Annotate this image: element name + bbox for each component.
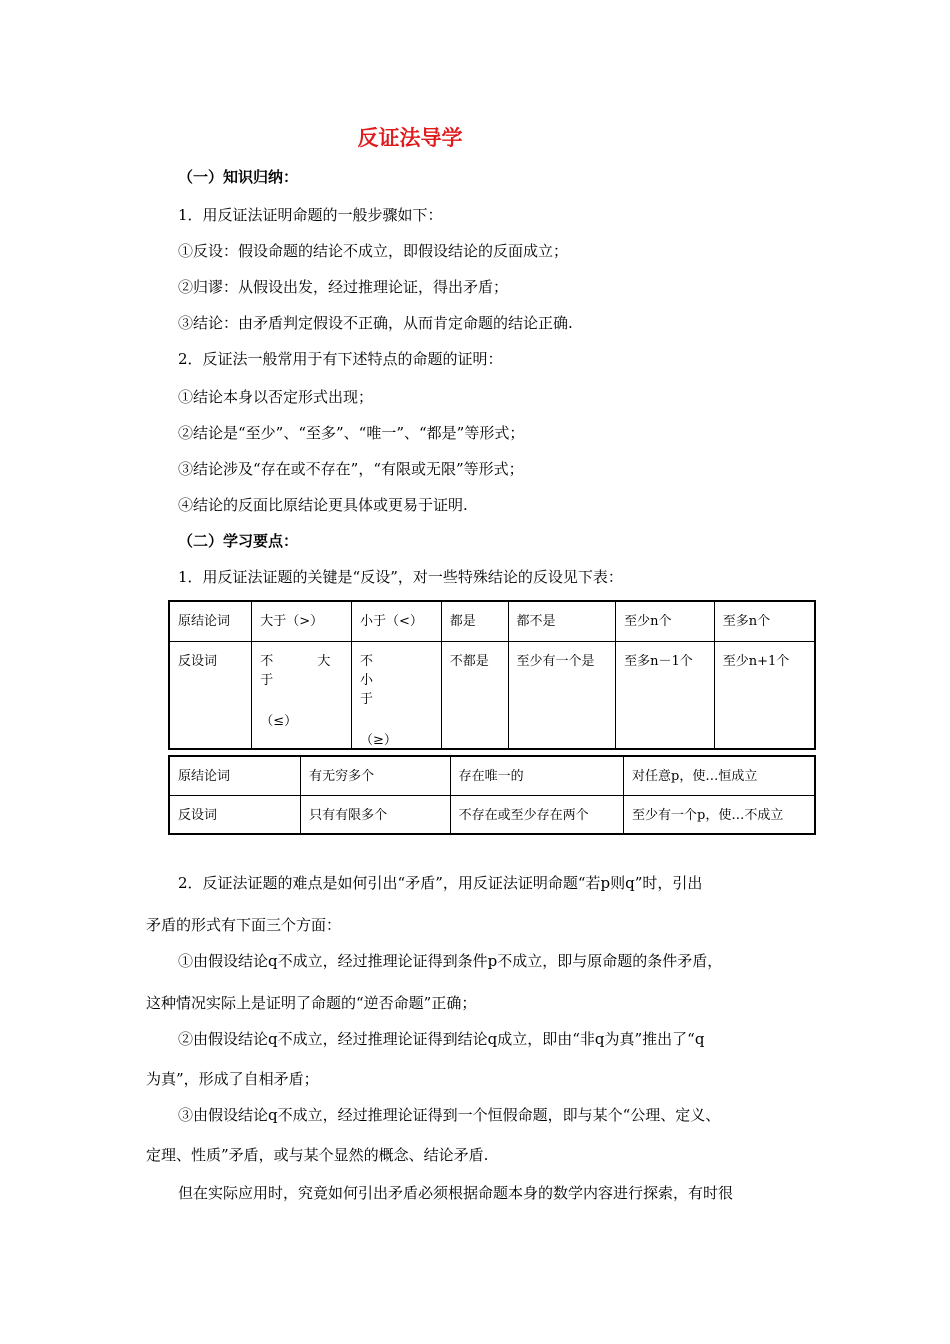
table-cell: 原结论词 bbox=[169, 601, 252, 641]
paragraph-steps-intro: 1．用反证法证明命题的一般步骤如下： bbox=[178, 206, 443, 224]
table-cell: 至少有一个是 bbox=[508, 641, 616, 749]
feature-item-1: ①结论本身以否定形式出现； bbox=[178, 388, 374, 406]
table-cell: 至多n－1个 bbox=[616, 641, 715, 749]
feature-item-2: ②结论是“至少”、“至多”、“唯一”、“都是”等形式； bbox=[178, 424, 525, 442]
method-item-3a: ③由假设结论q不成立，经过推理论证得到一个恒假命题，即与某个“公理、定义、 bbox=[178, 1106, 721, 1124]
cell-text: 不 大 于 bbox=[260, 653, 351, 688]
section-heading-knowledge: （一）知识归纳： bbox=[178, 168, 299, 186]
table-cell bbox=[351, 641, 441, 749]
table-cell: 存在唯一的 bbox=[450, 756, 623, 795]
table-cell: 大于（>） bbox=[252, 601, 352, 641]
table-cell: 只有有限多个 bbox=[301, 795, 451, 834]
table-row bbox=[169, 641, 815, 749]
table-cell: 至多n个 bbox=[714, 601, 815, 641]
paragraph-table-intro: 1．用反证法证题的关键是“反设”，对一些特殊结论的反设见下表： bbox=[178, 568, 623, 586]
cell-text: 不 小 于 bbox=[359, 653, 393, 707]
paragraph-practice: 但在实际应用时，究竟如何引出矛盾必须根据命题本身的数学内容进行探索，有时很 bbox=[178, 1184, 734, 1202]
table-row bbox=[169, 795, 815, 834]
method-item-1b: 这种情况实际上是证明了命题的“逆否命题”正确； bbox=[146, 994, 477, 1012]
negation-table-1 bbox=[168, 600, 816, 750]
table-cell: 对任意p，使…恒成立 bbox=[624, 756, 815, 795]
paragraph-contradiction-1: 2．反证法证题的难点是如何引出“矛盾”，用反证法证明命题“若p则q”时，引出 bbox=[178, 874, 703, 892]
table-cell: 小于（<） bbox=[351, 601, 441, 641]
step-item-1: ①反设：假设命题的结论不成立，即假设结论的反面成立； bbox=[178, 242, 569, 260]
feature-item-3: ③结论涉及“存在或不存在”，“有限或无限”等形式； bbox=[178, 460, 524, 478]
table-cell: 至少有一个p，使…不成立 bbox=[624, 795, 815, 834]
method-item-1a: ①由假设结论q不成立，经过推理论证得到条件p不成立，即与原命题的条件矛盾， bbox=[178, 952, 723, 970]
table-cell: 都不是 bbox=[508, 601, 616, 641]
table-cell bbox=[252, 641, 352, 749]
table-cell: 不存在或至少存在两个 bbox=[450, 795, 623, 834]
table-row bbox=[169, 601, 815, 641]
feature-item-4: ④结论的反面比原结论更具体或更易于证明. bbox=[178, 496, 468, 514]
table-row bbox=[169, 756, 815, 795]
table-cell: 至少n个 bbox=[616, 601, 715, 641]
cell-text: （≥） bbox=[359, 732, 397, 748]
table-cell: 至少n+1个 bbox=[714, 641, 815, 749]
cell-text: （≤） bbox=[260, 713, 298, 729]
table-cell: 原结论词 bbox=[169, 756, 301, 795]
step-item-2: ②归谬：从假设出发，经过推理论证，得出矛盾； bbox=[178, 278, 509, 296]
method-item-3b: 定理、性质”矛盾，或与某个显然的概念、结论矛盾. bbox=[146, 1146, 489, 1164]
negation-table-2 bbox=[168, 755, 816, 835]
paragraph-features-intro: 2．反证法一般常用于有下述特点的命题的证明： bbox=[178, 350, 503, 368]
step-item-3: ③结论：由矛盾判定假设不正确，从而肯定命题的结论正确. bbox=[178, 314, 573, 332]
paragraph-contradiction-2: 矛盾的形式有下面三个方面： bbox=[146, 916, 342, 934]
method-item-2a: ②由假设结论q不成立，经过推理论证得到结论q成立，即由“非q为真”推出了“q bbox=[178, 1030, 705, 1048]
table-cell: 不都是 bbox=[441, 641, 508, 749]
page-title: 反证法导学 bbox=[357, 126, 463, 150]
table-cell: 反设词 bbox=[169, 641, 252, 749]
table-cell: 反设词 bbox=[169, 795, 301, 834]
table-cell: 有无穷多个 bbox=[301, 756, 451, 795]
method-item-2b: 为真”，形成了自相矛盾； bbox=[146, 1070, 319, 1088]
section-heading-key-points: （二）学习要点： bbox=[178, 532, 299, 550]
table-cell: 都是 bbox=[441, 601, 508, 641]
